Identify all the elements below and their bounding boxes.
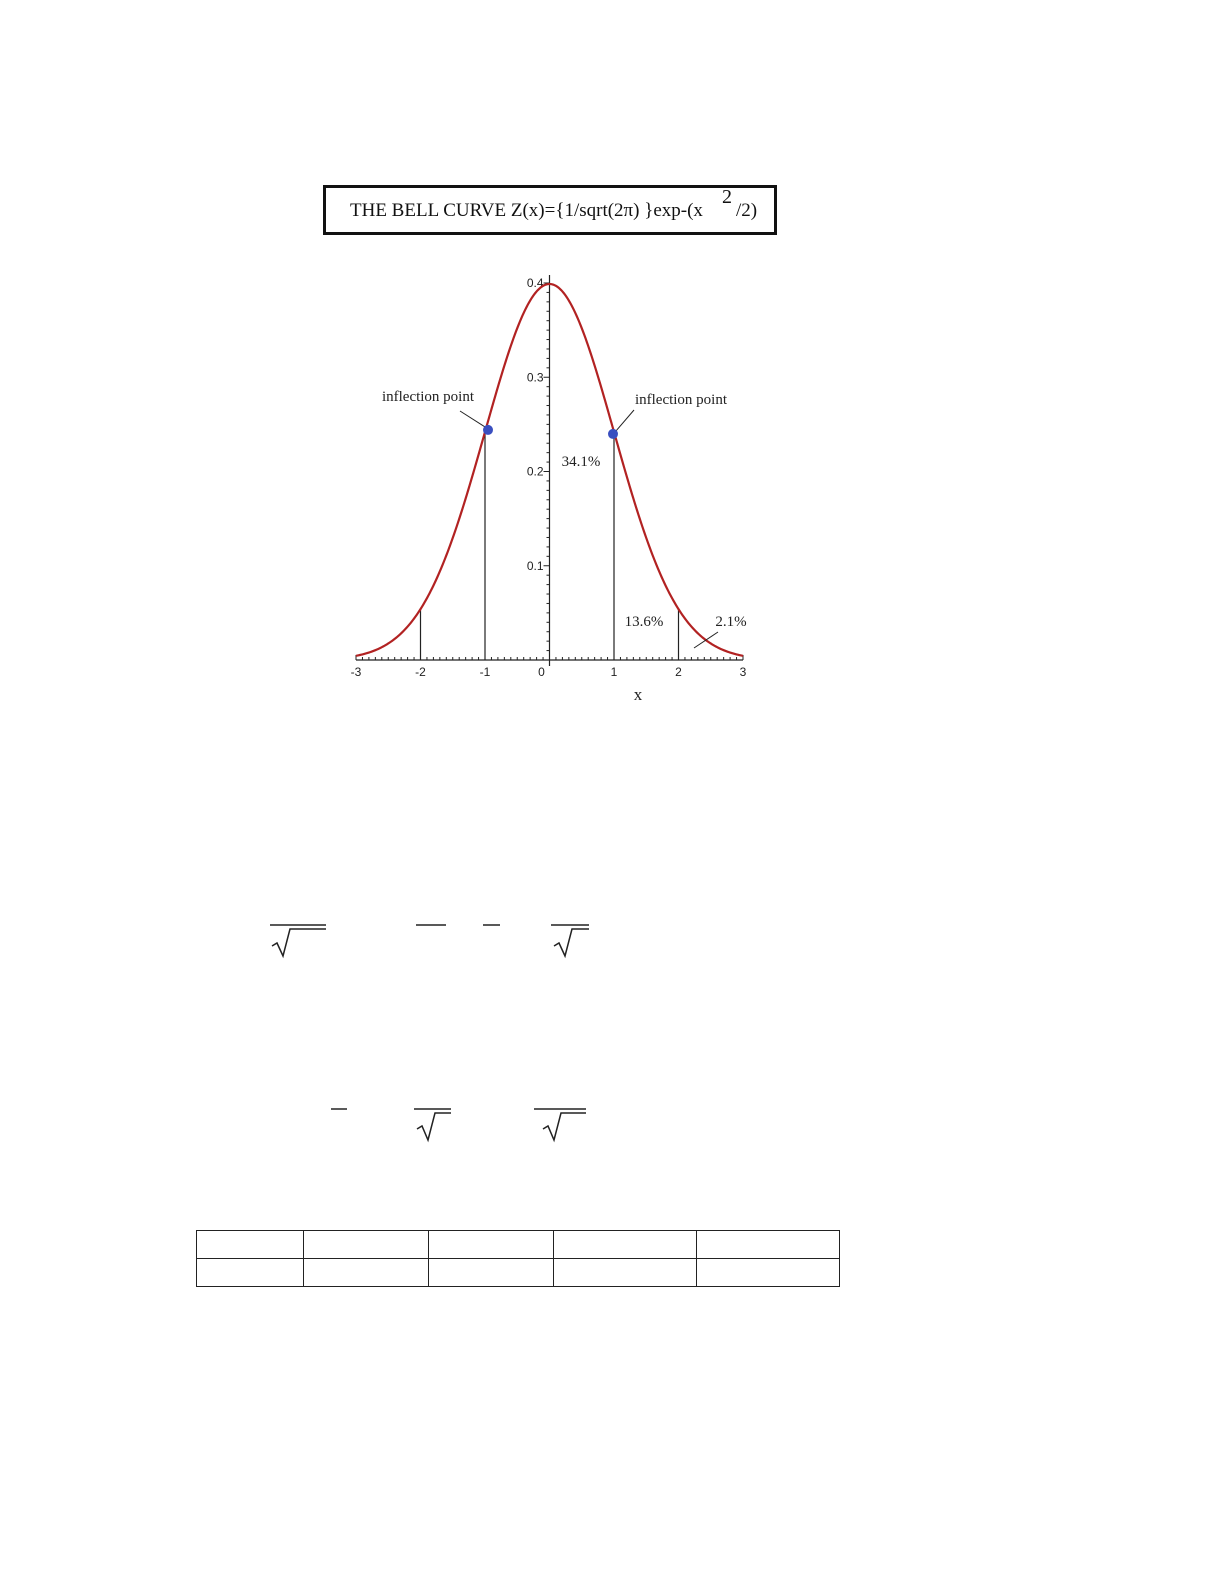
table-row (197, 1259, 840, 1287)
x-tick-label: -3 (350, 665, 362, 679)
table-row (197, 1231, 840, 1259)
table-cell (554, 1259, 697, 1287)
formula-main: Z(x)={1/sqrt(2π) }exp-(x (510, 200, 703, 221)
x-tick-label: 2 (675, 665, 682, 679)
table-cell (304, 1259, 429, 1287)
y-tick-label: 0.4 (526, 276, 544, 290)
radical-sign-icon (417, 1113, 451, 1140)
table-cell (697, 1259, 840, 1287)
x-tick-label: 0 (538, 665, 545, 679)
x-tick-label: -1 (479, 665, 491, 679)
table-cell (554, 1231, 697, 1259)
radical-sign-icon (543, 1113, 586, 1140)
empty-table (196, 1230, 840, 1287)
radical-sign-icon (554, 929, 589, 956)
y-tick-label: 0.1 (526, 558, 544, 573)
x-tick-label: 1 (610, 665, 618, 679)
x-tick-label: 3 (739, 665, 747, 679)
x-tick-label: -2 (415, 665, 426, 679)
y-tick-label: 0.2 (526, 464, 544, 479)
table-cell (197, 1259, 304, 1287)
inflection-point-label: inflection point (634, 392, 728, 408)
region-label-tail: 2.1% (715, 614, 747, 630)
region-label-middle: 13.6% (624, 614, 664, 630)
table-cell (429, 1231, 554, 1259)
y-tick-label: 0.3 (526, 370, 544, 385)
inflection-point-label: inflection point (381, 389, 475, 405)
table-cell (429, 1259, 554, 1287)
formula-exponent: 2 (722, 186, 732, 208)
region-label-center: 34.1% (561, 454, 601, 470)
table-cell (197, 1231, 304, 1259)
table-cell (697, 1231, 840, 1259)
formula-tail: /2) (736, 200, 758, 221)
x-axis-label: x (633, 685, 643, 704)
title-label: THE BELL CURVE (350, 200, 507, 221)
table-cell (304, 1231, 429, 1259)
radical-sign-icon (272, 929, 326, 956)
